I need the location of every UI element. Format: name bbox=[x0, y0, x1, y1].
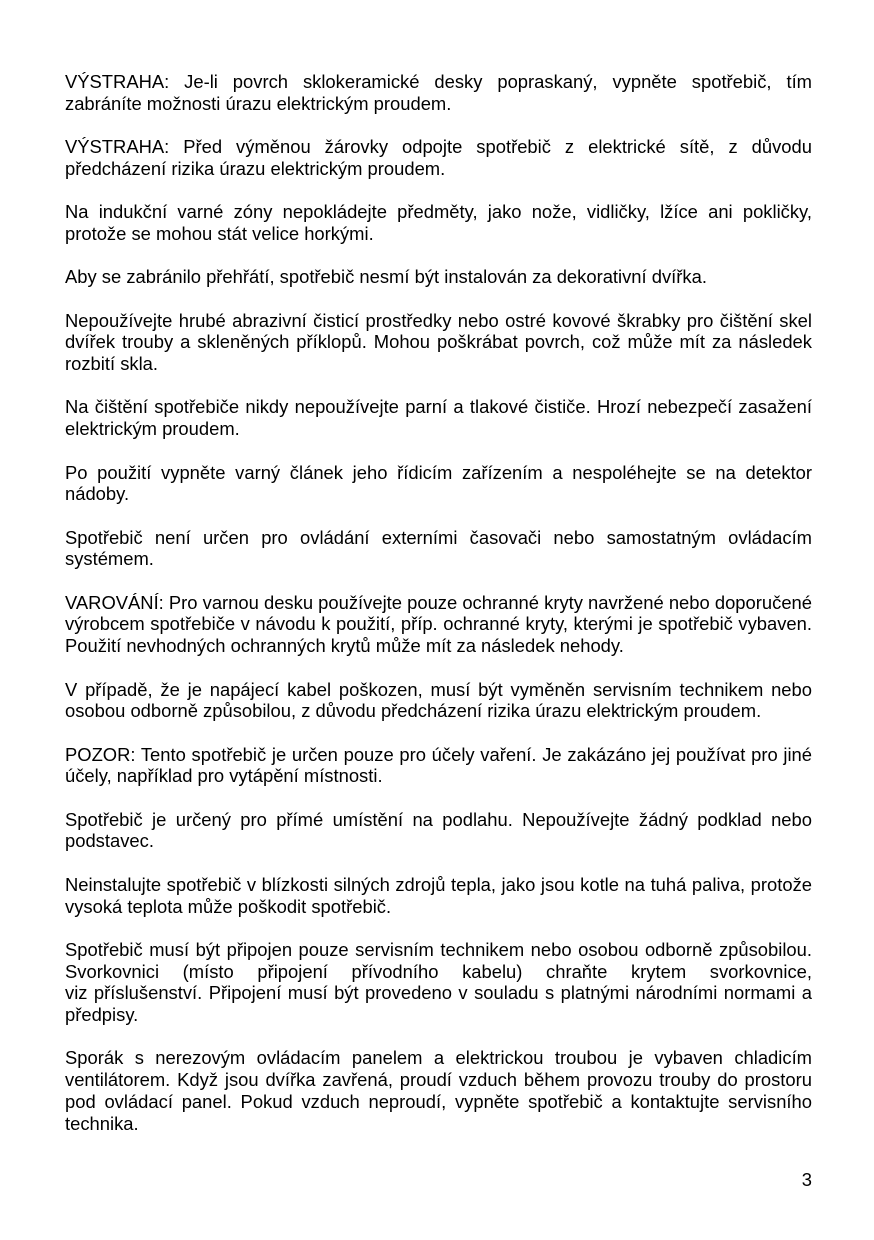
paragraph-switch-off-after-use: Po použití vypněte varný článek jeho řídicím zařízením a nespoléhejte se na detektor nádoby. bbox=[65, 461, 812, 505]
paragraph-terminal-block-connection bbox=[65, 939, 812, 1026]
paragraph-caution-cooking-only: POZOR: Tento spotřebič je určen pouze pro účely vaření. Je zakázáno jej používat pro jiné účely, například pro vytápění místnosti. bbox=[65, 743, 812, 787]
page-content bbox=[65, 71, 812, 1134]
paragraph-abrasive-cleaners: Nepoužívejte hrubé abrazivní čisticí prostředky nebo ostré kovové škrabky pro čištění skel dvířek trouby a skleněných příklopů. Mohou poškrábat povrch, což může mít za následek rozbití skla. bbox=[65, 309, 812, 375]
paragraph-heat-sources: Neinstalujte spotřebič v blízkosti silných zdrojů tepla, jako jsou kotle na tuhá paliva, protože vysoká teplota může poškodit spotřebič. bbox=[65, 873, 812, 917]
paragraph-overheating-door: Aby se zabránilo přehřátí, spotřebič nesmí být instalován za dekorativní dvířka. bbox=[65, 266, 707, 288]
paragraph-segment-before-break: Spotřebič musí být připojen pouze servisním technikem nebo osobou odborně způsobilou. Svorkovnici (místo připojení přívodního kabelu) chraňte krytem svorkovnice, bbox=[65, 938, 812, 982]
page-number: 3 bbox=[801, 1169, 812, 1190]
paragraph-cooling-fan: Sporák s nerezovým ovládacím panelem a elektrickou troubou je vybaven chladicím ventilátorem. Když jsou dvířka zavřená, proudí vzduch během provozu trouby do prostoru pod ovládací panel. Pokud vzduch neproudí, vypněte spotřebič a kontaktujte servisního technika. bbox=[65, 1047, 812, 1134]
paragraph-external-timers: Spotřebič není určen pro ovládání externími časovači nebo samostatným ovládacím systémem. bbox=[65, 526, 812, 570]
paragraph-induction-zones: Na indukční varné zóny nepokládejte předměty, jako nože, vidličky, lžíce ani pokličky, protože se mohou stát velice horkými. bbox=[65, 201, 812, 244]
paragraph-damaged-power-cable: V případě, že je napájecí kabel poškozen, musí být vyměněn servisním technikem nebo osobou odborně způsobilou, z důvodu předcházení rizika úrazu elektrickým proudem. bbox=[65, 678, 812, 722]
paragraph-steam-cleaners: Na čištění spotřebiče nikdy nepoužívejte parní a tlakové čističe. Hrozí nebezpečí zasažení elektrickým proudem. bbox=[65, 396, 812, 440]
paragraph-warning-protective-covers: VAROVÁNÍ: Pro varnou desku používejte pouze ochranné kryty navržené nebo doporučené výrobcem spotřebiče v návodu k použití, příp. ochranné kryty, kterými je spotřebič vybaven. Použití nevhodných ochranných krytů může mít za následek nehody. bbox=[65, 591, 812, 657]
paragraph-warning-bulb-replacement: VÝSTRAHA: Před výměnou žárovky odpojte spotřebič z elektrické sítě, z důvodu předcházení rizika úrazu elektrickým proudem. bbox=[65, 136, 812, 179]
paragraph-floor-placement: Spotřebič je určený pro přímé umístění na podlahu. Nepoužívejte žádný podklad nebo podstavec. bbox=[65, 808, 812, 852]
paragraph-segment-after-break: viz příslušenství. Připojení musí být provedeno v souladu s platnými národními normami a předpisy. bbox=[65, 982, 812, 1026]
paragraph-warning-cracked-surface: VÝSTRAHA: Je-li povrch sklokeramické desky popraskaný, vypněte spotřebič, tím zabráníte možnosti úrazu elektrickým proudem. bbox=[65, 71, 812, 114]
